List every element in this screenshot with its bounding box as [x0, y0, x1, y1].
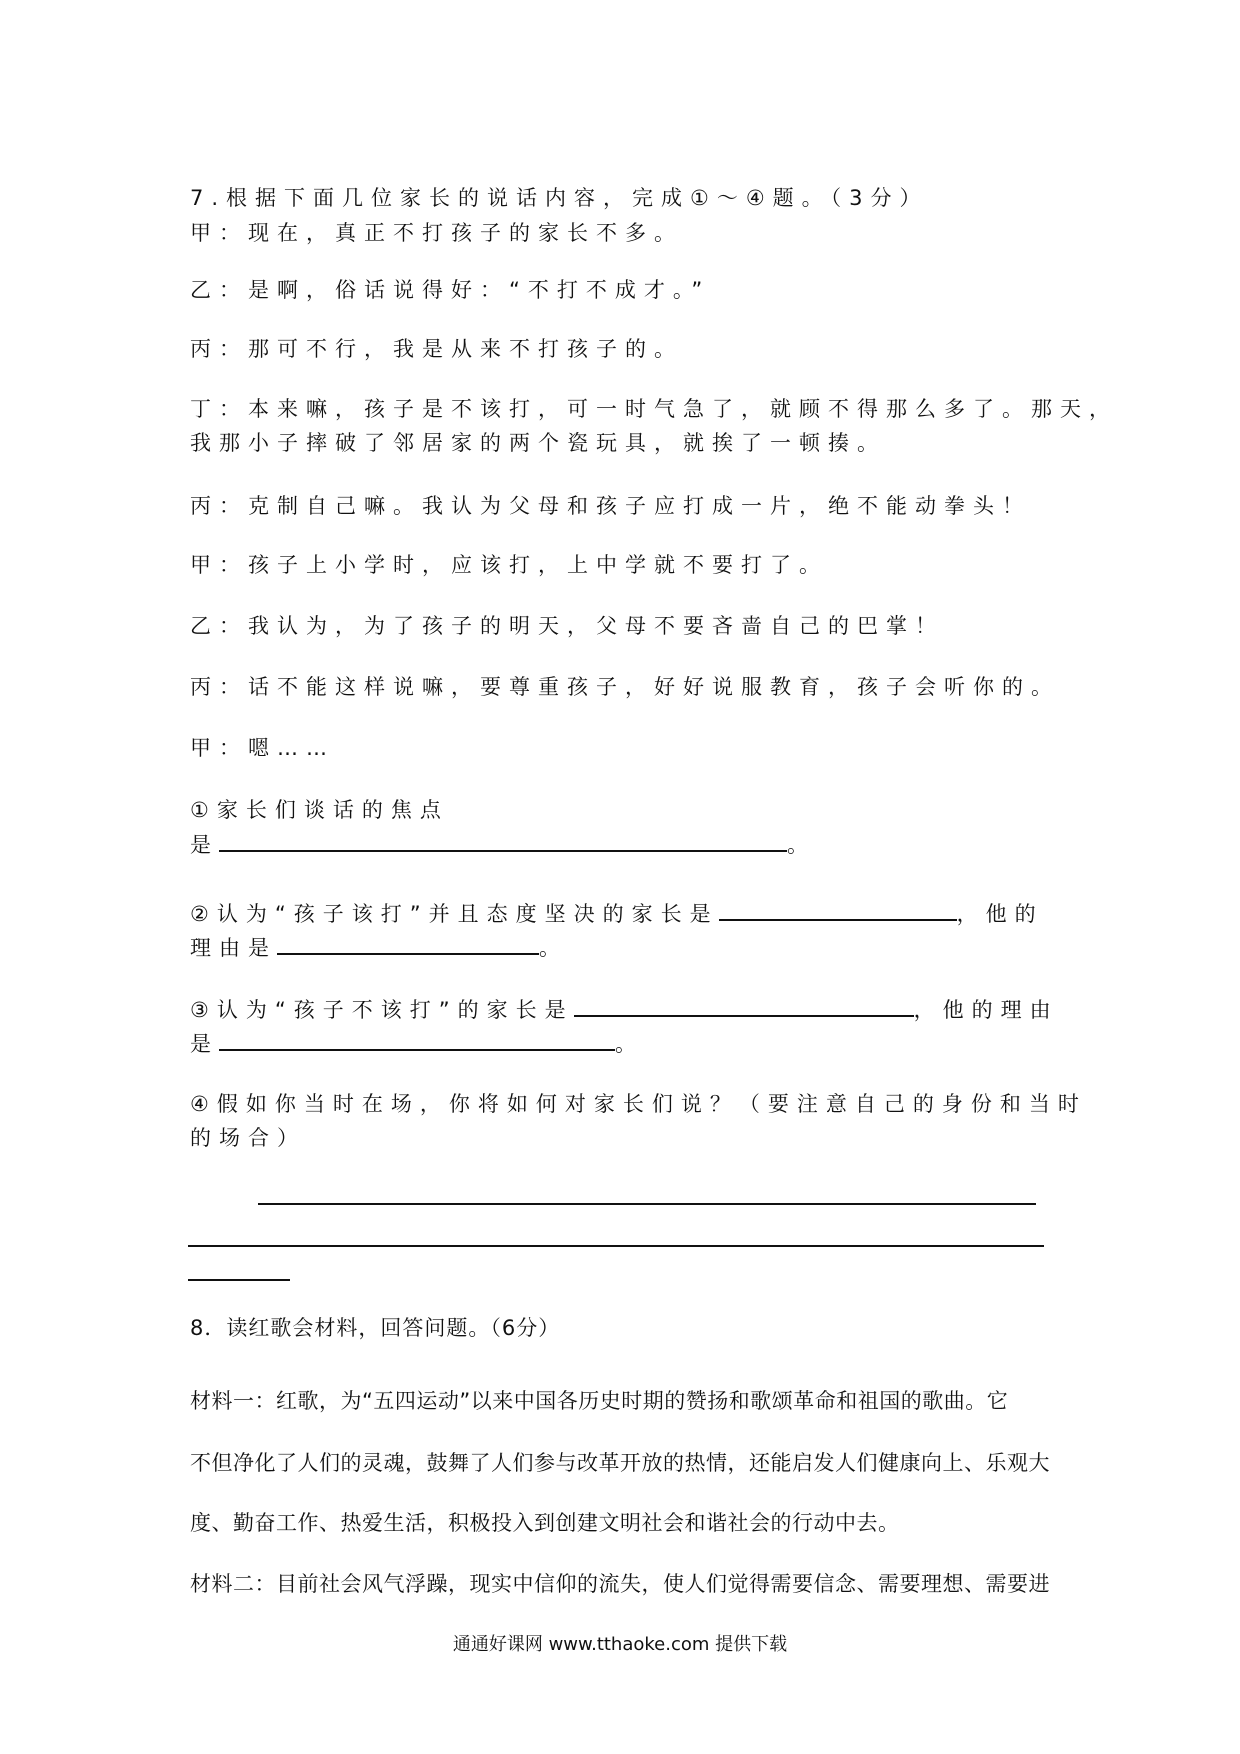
subquestion-4-line1: ④假如你当时在场，你将如何对家长们说？（要注意自己的身份和当时 — [190, 1092, 1087, 1116]
prompt-text: ，他的理由 — [913, 998, 1059, 1022]
subquestion-3-line1 — [190, 993, 1059, 1025]
prompt-text: ，他的 — [956, 902, 1044, 926]
question-7-stem: 7.根据下面几位家长的说话内容，完成①～④题。（3分） — [190, 186, 929, 210]
question-8-stem: 8．读红歌会材料，回答问题。（6分） — [190, 1316, 561, 1340]
answer-prefix: 是 — [190, 1032, 219, 1056]
material-1-line: 度、勤奋工作、热爱生活，积极投入到创建文明社会和谐社会的行动中去。 — [190, 1511, 900, 1535]
answer-blank[interactable] — [277, 931, 539, 955]
dialog-line: 甲：现在，真正不打孩子的家长不多。 — [190, 221, 683, 245]
subquestion-1-answer-line — [190, 828, 816, 860]
prompt-text: ②认为“孩子该打”并且态度坚决的家长是 — [190, 902, 719, 926]
material-2-line: 材料二：目前社会风气浮躁，现实中信仰的流失，使人们觉得需要信念、需要理想、需要进 — [190, 1572, 1050, 1596]
answer-prefix: 理由是 — [190, 936, 277, 960]
material-1-line: 不但净化了人们的灵魂，鼓舞了人们参与改革开放的热情，还能启发人们健康向上、乐观大 — [190, 1451, 1050, 1475]
answer-blank[interactable] — [574, 993, 914, 1017]
dialog-line: 甲：嗯…… — [190, 736, 335, 760]
prompt-text: ③认为“孩子不该打”的家长是 — [190, 998, 574, 1022]
dialog-line: 丁：本来嘛，孩子是不该打，可一时气急了，就顾不得那么多了。那天， — [190, 397, 1118, 421]
answer-suffix: 。 — [787, 833, 816, 857]
subquestion-1-prompt: ①家长们谈话的焦点 — [190, 798, 449, 822]
answer-line[interactable] — [188, 1279, 290, 1281]
dialog-line: 丙：克制自己嘛。我认为父母和孩子应打成一片，绝不能动拳头！ — [190, 494, 1031, 518]
answer-line[interactable] — [258, 1203, 1036, 1205]
answer-blank[interactable] — [219, 828, 787, 852]
dialog-line: 丙：话不能这样说嘛，要尊重孩子，好好说服教育，孩子会听你的。 — [190, 675, 1060, 699]
answer-suffix: 。 — [539, 936, 568, 960]
dialog-line: 乙：我认为，为了孩子的明天，父母不要吝啬自己的巴掌！ — [190, 614, 944, 638]
answer-prefix: 是 — [190, 833, 219, 857]
subquestion-3-line2 — [190, 1027, 644, 1059]
material-1-line: 材料一：红歌，为“五四运动”以来中国各历史时期的赞扬和歌颂革命和祖国的歌曲。它 — [190, 1389, 1009, 1413]
subquestion-4-line2: 的场合） — [190, 1126, 306, 1150]
footer-credit: 通通好课网 www.tthaoke.com 提供下载 — [452, 1634, 788, 1655]
answer-blank[interactable] — [719, 897, 957, 921]
dialog-line: 我那小子摔破了邻居家的两个瓷玩具，就挨了一顿揍。 — [190, 431, 886, 455]
dialog-line: 乙：是啊，俗话说得好：“不打不成才。” — [190, 278, 711, 302]
answer-suffix: 。 — [615, 1032, 644, 1056]
subquestion-2-line2 — [190, 931, 568, 963]
subquestion-2-line1 — [190, 897, 1044, 929]
answer-blank[interactable] — [219, 1027, 615, 1051]
dialog-line: 甲：孩子上小学时，应该打，上中学就不要打了。 — [190, 553, 828, 577]
dialog-line: 丙：那可不行，我是从来不打孩子的。 — [190, 337, 683, 361]
answer-line[interactable] — [188, 1245, 1044, 1247]
